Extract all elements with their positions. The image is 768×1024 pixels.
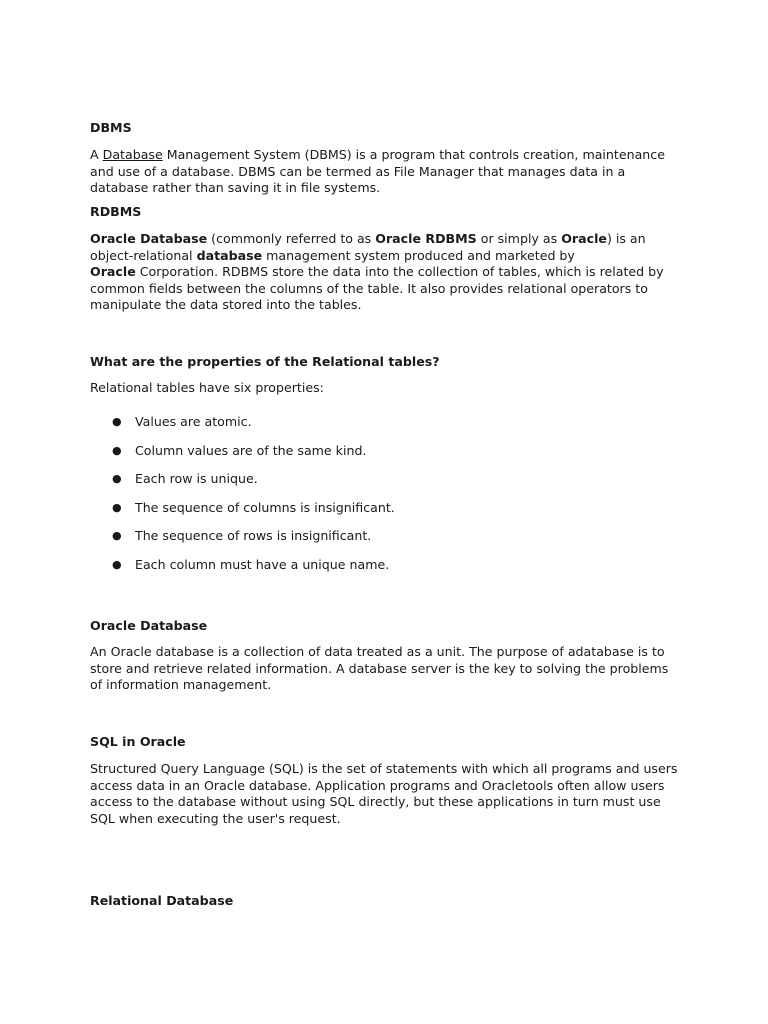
database-term: database: [196, 247, 263, 263]
list-item-text: Each row is unique.: [135, 471, 258, 487]
list-item: [90, 528, 690, 557]
bullet-icon: ●: [112, 443, 122, 457]
rdbms-text-3: ) is an object-relational: [90, 231, 646, 263]
rdbms-heading: RDBMS: [90, 204, 142, 219]
oracle-database-heading: Oracle Database: [90, 618, 208, 633]
sql-heading: SQL in Oracle: [90, 734, 186, 749]
properties-intro: Relational tables have six properties:: [90, 380, 324, 395]
oracle-rdbms-term: Oracle RDBMS: [375, 231, 477, 246]
bullet-icon: ●: [112, 557, 122, 571]
oracle-corp-term: Oracle: [90, 264, 136, 279]
database-link[interactable]: Database: [102, 147, 163, 162]
list-item-text: Each column must have a unique name.: [135, 556, 390, 572]
list-item-text: Values are atomic.: [135, 414, 252, 429]
bullet-icon: ●: [112, 415, 122, 428]
rdbms-text-2: or simply as: [476, 231, 562, 246]
rdbms-paragraph: [90, 231, 690, 314]
rdbms-text-1: (commonly referred to as: [207, 231, 376, 246]
dbms-body-text: Management System (DBMS) is a program that controls creation, maintenance and use of a database. DBMS can be termed as File Manager that manages data in a database rather than saving it in file systems.: [90, 147, 665, 195]
list-item: [90, 557, 690, 586]
sql-paragraph: Structured Query Language (SQL) is the set of statements with which all programs and users access data in an Oracle database. Application programs and Oracletools often allow users access to the database without using SQL directly, but these applications in turn must use SQL when executing the user's request.: [90, 761, 678, 826]
list-item: [90, 471, 690, 500]
oracle-database-term: Oracle Database: [90, 231, 208, 246]
rdbms-text-4: management system produced and marketed by: [262, 247, 575, 263]
dbms-intro-article: A: [90, 147, 103, 162]
properties-heading: What are the properties of the Relational tables?: [90, 354, 440, 369]
list-item-text: The sequence of rows is insignificant.: [135, 528, 372, 544]
oracle-database-paragraph: An Oracle database is a collection of data treated as a unit. The purpose of adatabase is to store and retrieve related information. A database server is the key to solving the problems of information management.: [90, 644, 669, 692]
properties-list: [90, 414, 690, 586]
list-item-text: The sequence of columns is insignificant.: [135, 499, 395, 515]
list-item: [90, 443, 690, 472]
list-item: [90, 414, 690, 443]
rdbms-text-5: Corporation. RDBMS store the data into the collection of tables, which is related by common fields between the columns of the table. It also provides relational operators to manipulate the data stored into the tables.: [90, 264, 664, 312]
oracle-term: Oracle: [561, 231, 607, 246]
dbms-heading: DBMS: [90, 120, 132, 135]
list-item-text: Column values are of the same kind.: [135, 442, 367, 458]
relational-database-heading: Relational Database: [90, 893, 234, 908]
bullet-icon: ●: [112, 500, 122, 514]
bullet-icon: ●: [112, 472, 122, 486]
list-item: [90, 500, 690, 529]
bullet-icon: ●: [112, 529, 122, 543]
dbms-paragraph: [90, 147, 675, 197]
